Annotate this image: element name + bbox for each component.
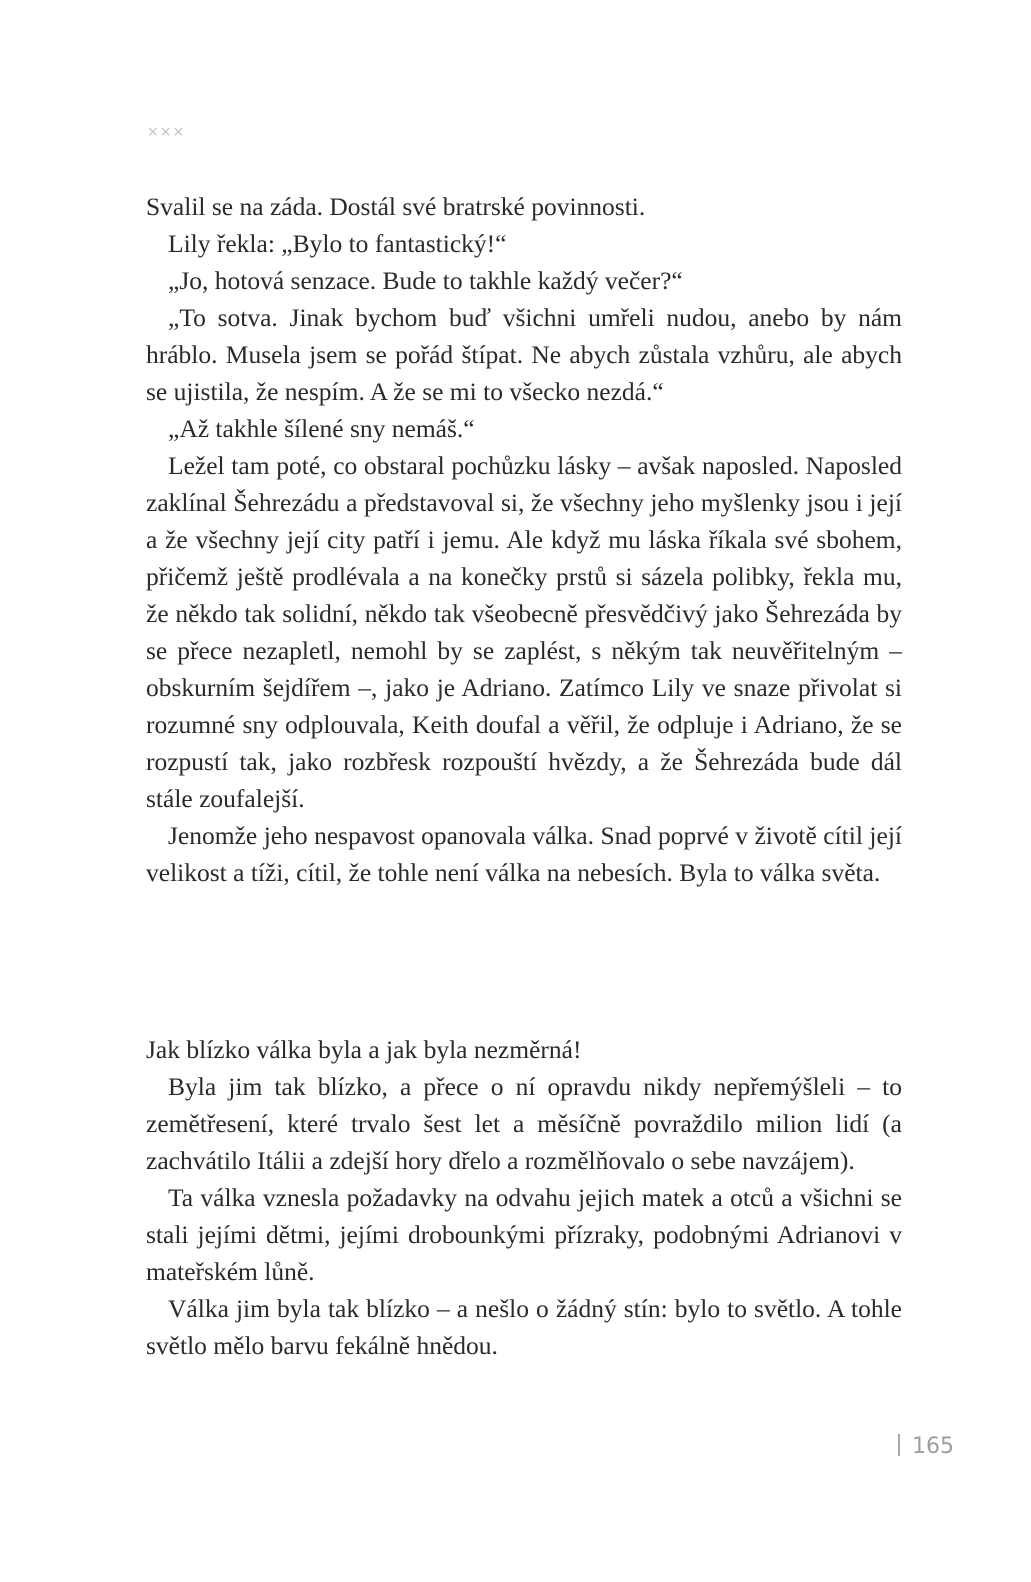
page-number-value: 165: [912, 1434, 954, 1459]
page-number: [898, 1434, 954, 1459]
paragraph: Lily řekla: „Bylo to fantastický!“: [168, 229, 507, 258]
paragraph: Válka jim byla tak blízko – a nešlo o žádný stín: bylo to světlo. A tohle světlo mělo barvu fekálně hnědou.: [146, 1294, 902, 1360]
page-number-divider: [898, 1434, 900, 1456]
paragraph: „Až takhle šílené sny nemáš.“: [168, 414, 475, 443]
paragraph: Jak blízko válka byla a jak byla nezměrná!: [146, 1035, 582, 1064]
paragraph: Svalil se na záda. Dostál své bratrské povinnosti.: [146, 192, 646, 221]
paragraph: Ležel tam poté, co obstaral pochůzku lásky – avšak naposled. Naposled zaklínal Šehrezádu a představoval si, že všechny jeho myšlenky jsou i její a že všechny její city patří i jemu. Ale když mu láska říkala své sbohem, přičemž ještě prodlévala a na konečky prstů si sázela polibky, řekla mu, že někdo tak solidní, někdo tak všeobecně přesvědčivý jako Šehrezáda by se přece nezapletl, nemohl by se zaplést, s někým tak neuvěřitelným – obskurním šejdířem –, jako je Adriano. Zatímco Lily ve snaze přivolat si rozumné sny odplouvala, Keith doufal a věřil, že odpluje i Adriano, že se rozpustí tak, jako rozbřesk rozpouští hvězdy, a že Šehrezáda bude dál stále zoufalejší.: [146, 451, 902, 813]
paragraph: „Jo, hotová senzace. Bude to takhle každý večer?“: [168, 266, 683, 295]
paragraph: Jenomže jeho nespavost opanovala válka. Snad poprvé v životě cítil její velikost a tíži, cítil, že tohle není válka na nebesích. Byla to válka světa.: [146, 821, 902, 887]
text-section-1: [146, 188, 902, 891]
paragraph: Byla jim tak blízko, a přece o ní opravdu nikdy nepřemýšleli – to zemětřesení, které trvalo šest let a měsíčně povraždilo milion lidí (a zachvátilo Itálii a zdejší hory dřelo a rozmělňovalo o sebe navzájem).: [146, 1072, 902, 1175]
paragraph: „To sotva. Jinak bychom buď všichni umřeli nudou, anebo by nám hráblo. Musela jsem se pořád štípat. Ne abych zůstala vzhůru, ale abych se ujistila, že nespím. A že se mi to všecko nezdá.“: [146, 303, 902, 406]
section-separator: ×××: [147, 124, 186, 140]
text-section-2: [146, 1031, 902, 1364]
paragraph: Ta válka vznesla požadavky na odvahu jejich matek a otců a všichni se stali jejími dětmi, jejími drobounkými přízraky, podobnými Adrianovi v mateřském lůně.: [146, 1183, 902, 1286]
